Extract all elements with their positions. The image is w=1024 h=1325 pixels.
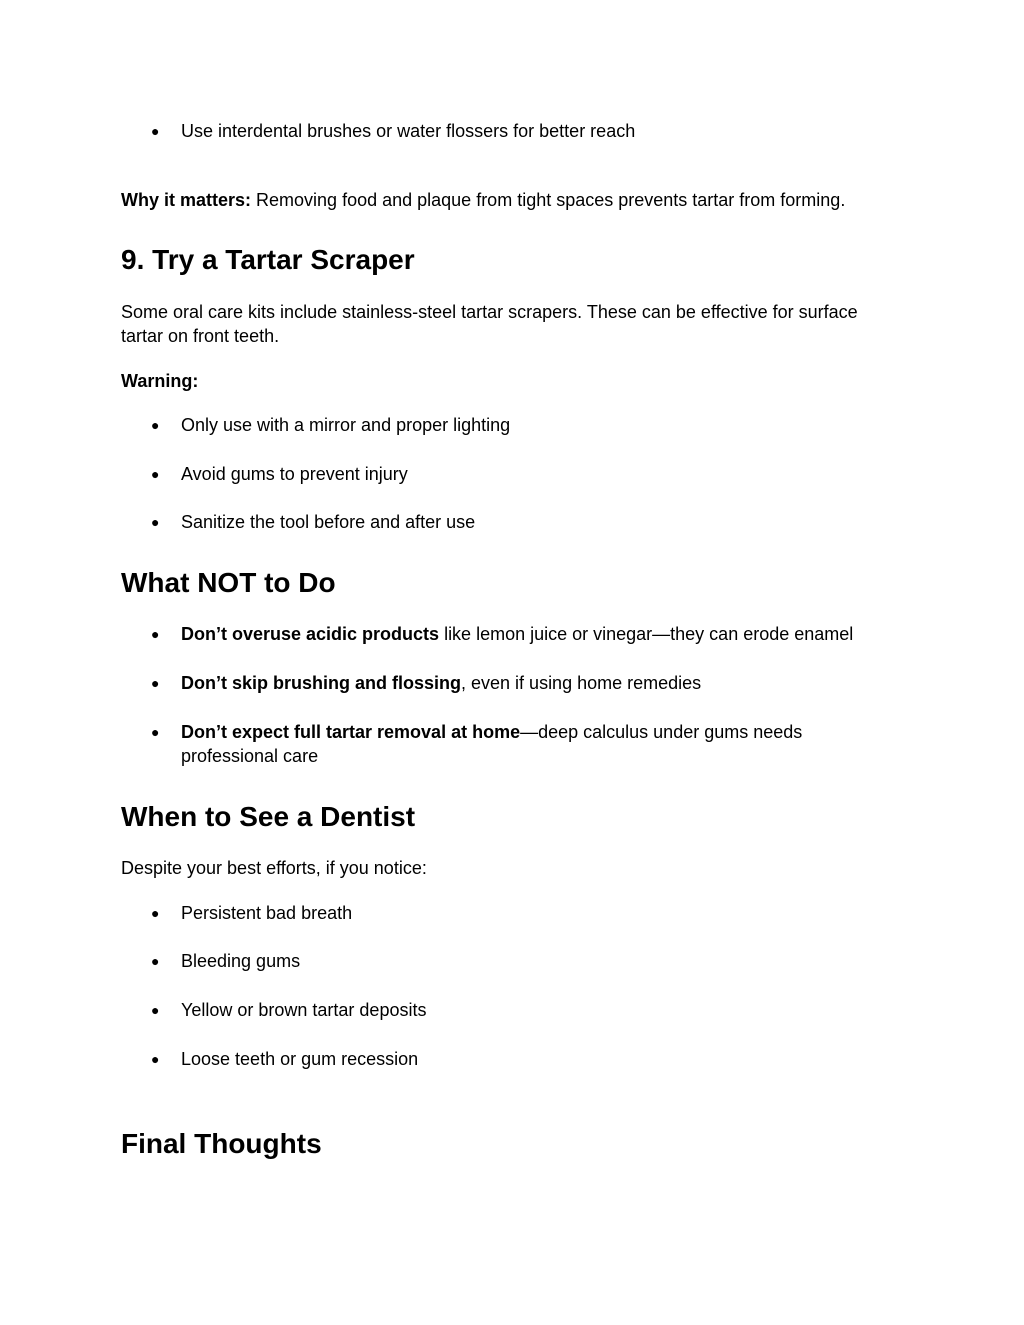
list-item-rest: like lemon juice or vinegar—they can erode enamel xyxy=(439,624,854,644)
list-item: Only use with a mirror and proper lighting xyxy=(181,415,511,435)
section-heading-tartar-scraper: 9. Try a Tartar Scraper xyxy=(121,244,415,275)
bullet-dot: ● xyxy=(151,675,160,691)
section-heading-when-to-see-dentist: When to See a Dentist xyxy=(121,801,416,832)
list-item: Loose teeth or gum recession xyxy=(181,1049,419,1069)
section-heading-final-thoughts: Final Thoughts xyxy=(121,1128,322,1159)
list-item-rest-line-2: professional care xyxy=(181,746,319,766)
list-item-rest: —deep calculus under gums needs xyxy=(520,722,803,742)
why-it-matters-label: Why it matters: xyxy=(121,190,252,210)
warning-label-text: Warning: xyxy=(121,371,199,391)
bullet-dot: ● xyxy=(151,724,160,740)
list-item xyxy=(181,622,881,646)
scraper-paragraph-line-2: tartar on front teeth. xyxy=(121,326,280,346)
list-item: Bleeding gums xyxy=(181,951,301,971)
list-item xyxy=(181,671,881,695)
list-item: Use interdental brushes or water flossers for better reach xyxy=(181,121,636,141)
list-item-rest: , even if using home remedies xyxy=(461,673,702,693)
list-item xyxy=(181,720,881,768)
list-item: Sanitize the tool before and after use xyxy=(181,512,476,532)
list-item: Persistent bad breath xyxy=(181,903,353,923)
list-item: Avoid gums to prevent injury xyxy=(181,464,408,484)
bullet-dot: ● xyxy=(151,514,160,530)
list-item-bold: Don’t skip brushing and flossing xyxy=(181,673,462,693)
list-item-bold: Don’t overuse acidic products xyxy=(181,624,440,644)
bullet-dot: ● xyxy=(151,626,160,642)
bullet-dot: ● xyxy=(151,905,160,921)
scraper-paragraph xyxy=(121,300,921,348)
bullet-dot: ● xyxy=(151,417,160,433)
scraper-paragraph-line-1: Some oral care kits include stainless-steel tartar scrapers. These can be effective for surface xyxy=(121,302,858,322)
section-heading-what-not-to-do: What NOT to Do xyxy=(121,567,336,598)
bullet-dot: ● xyxy=(151,1002,160,1018)
warning-label xyxy=(121,369,198,393)
dentist-intro: Despite your best efforts, if you notice: xyxy=(121,858,427,878)
bullet-dot: ● xyxy=(151,466,160,482)
why-it-matters-paragraph xyxy=(121,188,921,212)
why-it-matters-text: Removing food and plaque from tight spaces prevents tartar from forming. xyxy=(251,190,846,210)
bullet-dot: ● xyxy=(151,1051,160,1067)
bullet-dot: ● xyxy=(151,953,160,969)
list-item-bold: Don’t expect full tartar removal at home xyxy=(181,722,521,742)
bullet-dot: ● xyxy=(151,123,160,139)
list-item: Yellow or brown tartar deposits xyxy=(181,1000,427,1020)
